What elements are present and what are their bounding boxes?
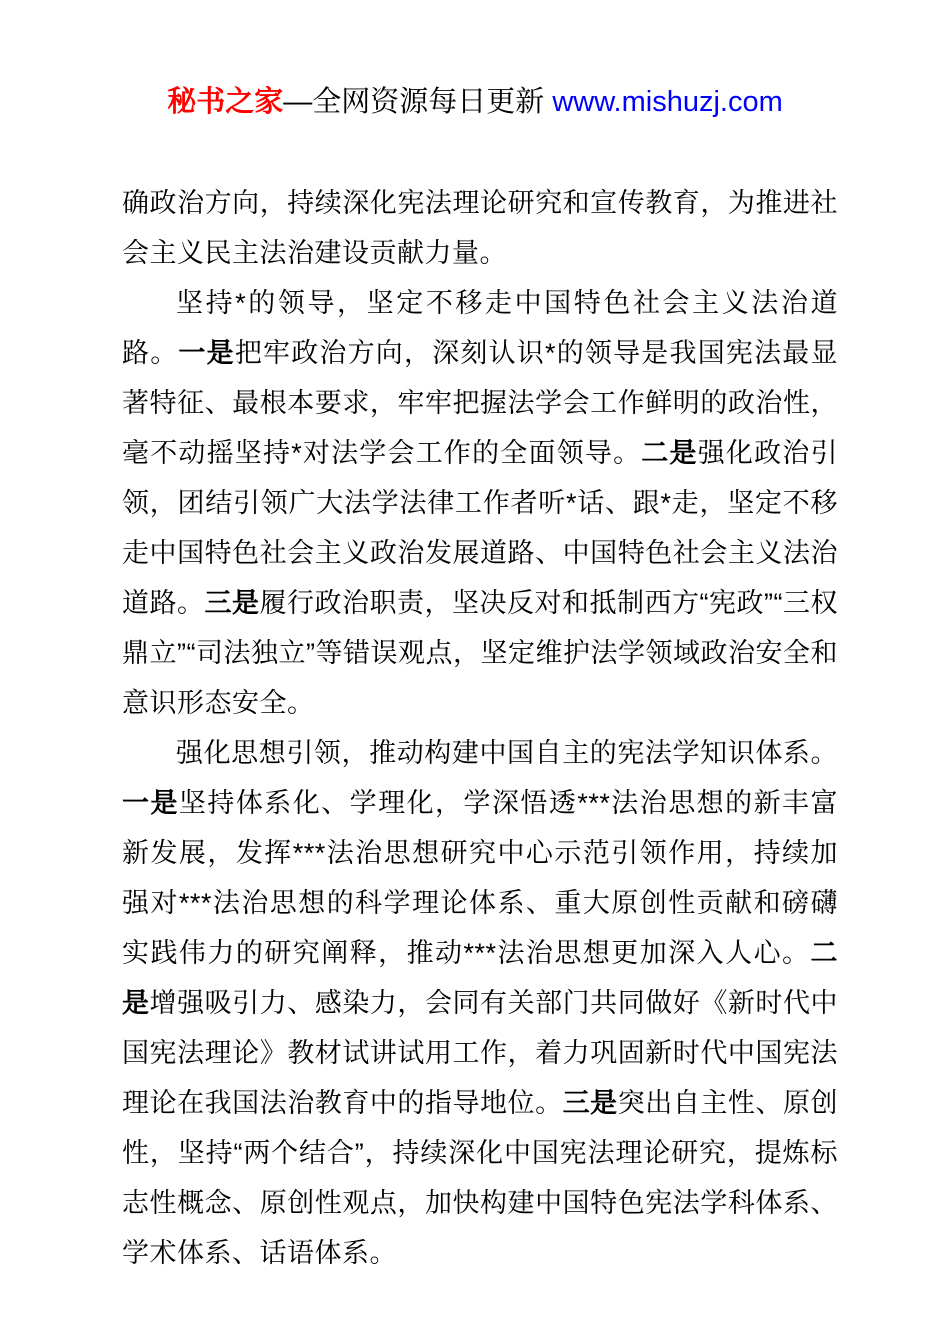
site-header xyxy=(0,84,950,120)
text-run: 增强吸引力、感染力，会同有关部门共同做好《新时代中国宪法理论》教材试讲试用工作，着力巩固新时代中国宪法理论在我国法治教育中的指导地位。 xyxy=(122,988,839,1118)
text-run: 确政治方向，持续深化宪法理论研究和宣传教育，为推进社会主义民主法治建设贡献力量。 xyxy=(122,188,838,268)
text-run: 强化思想引领，推动构建中国自主的宪法学知识体系。 xyxy=(176,738,838,768)
header-separator: — xyxy=(283,86,313,118)
paragraph xyxy=(122,728,838,1278)
bold-text-run: 三是 xyxy=(562,1088,618,1118)
bold-text-run: 一是 xyxy=(178,338,235,368)
text-run: 突出自主性、原创性，坚持“两个结合”，持续深化中国宪法理论研究，提炼标志性概念、原创性观点，加快构建中国特色宪法学科体系、学术体系、话语体系。 xyxy=(122,1088,839,1268)
site-url-link[interactable]: www.mishuzj.com xyxy=(552,86,783,118)
site-tagline: 全网资源每日更新 xyxy=(312,86,553,118)
bold-text-run: 二是 xyxy=(122,938,838,1018)
text-run: 坚持*的领导，坚定不移走中国特色社会主义法治道路。 xyxy=(122,288,838,368)
text-run: 强化政治引领，团结引领广大法学法律工作者听*话、跟*走，坚定不移走中国特色社会主义政治发展道路、中国特色社会主义法治道路。 xyxy=(122,438,839,618)
bold-text-run: 二是 xyxy=(641,438,698,468)
paragraph xyxy=(122,278,838,728)
text-run: 坚持体系化、学理化，学深悟透***法治思想的新丰富新发展，发挥***法治思想研究中心示范引领作用，持续加强对***法治思想的科学理论体系、重大原创性贡献和磅礴实践伟力的研究阐释，推动***法治思想更加深入人心。 xyxy=(122,788,838,968)
bold-text-run: 三是 xyxy=(204,588,260,618)
paragraph xyxy=(122,178,838,278)
site-brand: 秘书之家 xyxy=(167,86,284,118)
text-run: 把牢政治方向，深刻认识*的领导是我国宪法最显著特征、最根本要求，牢牢把握法学会工作鲜明的政治性，毫不动摇坚持*对法学会工作的全面领导。 xyxy=(122,338,839,468)
text-run: 履行政治职责，坚决反对和抵制西方“宪政”“三权鼎立”“司法独立”等错误观点，坚定维护法学领域政治安全和意识形态安全。 xyxy=(122,588,839,718)
document-body xyxy=(122,178,838,1278)
bold-text-run: 一是 xyxy=(122,788,179,818)
